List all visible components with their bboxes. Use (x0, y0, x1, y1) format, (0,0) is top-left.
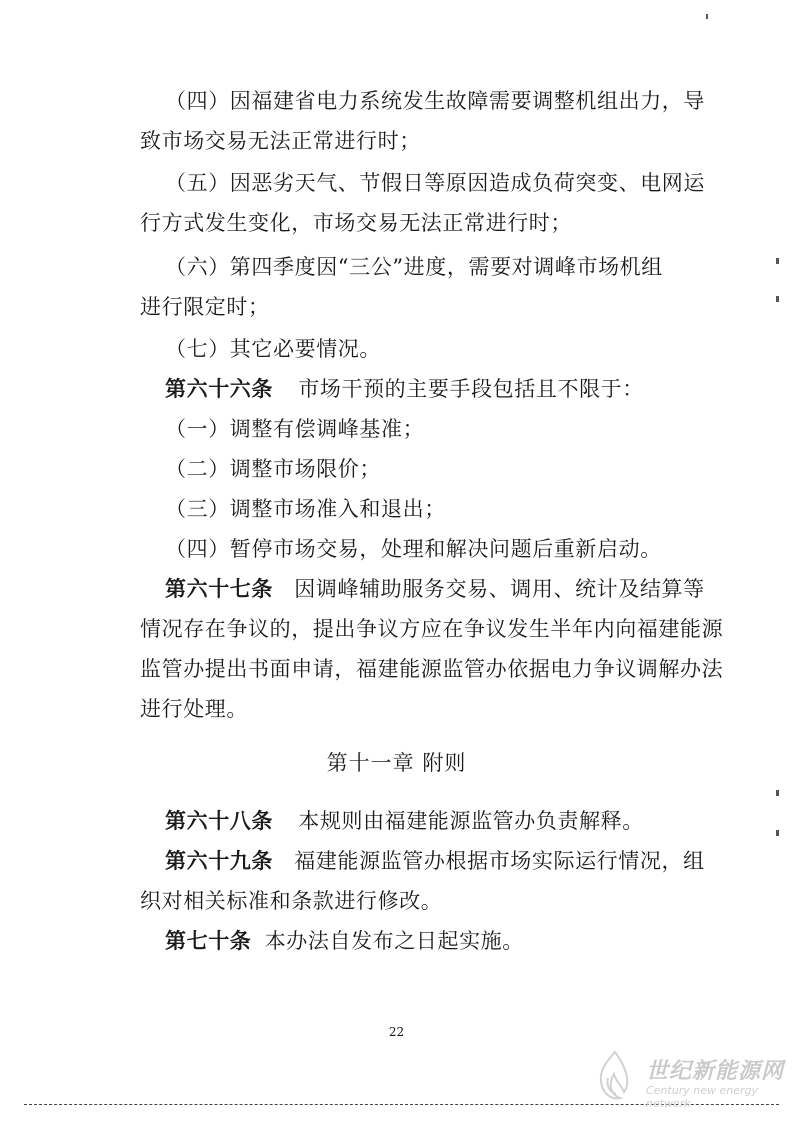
watermark-subtitle: Century new energy network (646, 1084, 758, 1110)
text-line: 进行限定时； (140, 295, 270, 319)
article-68 (165, 806, 644, 836)
text-line: 进行处理。 (140, 697, 248, 721)
text-line: 行方式发生变化，市场交易无法正常进行时； (140, 211, 572, 235)
list-item: （二）调整市场限价； (165, 457, 381, 481)
page-number: 22 (388, 1025, 405, 1039)
article-label: 第七十条 (165, 929, 252, 953)
article-label: 第六十九条 (165, 849, 273, 873)
article-text: 本办法自发布之日起实施。 (264, 929, 524, 953)
scan-mark (706, 14, 708, 19)
text-line: （六）第四季度因“三公”进度，需要对调峰市场机组 (165, 255, 663, 279)
article-label: 第六十八条 (165, 809, 273, 833)
article-label: 第六十七条 (165, 577, 273, 601)
article-67 (165, 574, 705, 604)
text-line: 监管办提出书面申请，福建能源监管办依据电力争议调解办法 (140, 657, 724, 681)
text-line: （四）因福建省电力系统发生故障需要调整机组出力，导 (165, 89, 705, 113)
text-line: 织对相关标准和条款进行修改。 (140, 889, 443, 913)
text-line: （七）其它必要情况。 (165, 337, 381, 361)
scan-mark (776, 790, 779, 796)
article-label: 第六十六条 (165, 377, 273, 401)
watermark-title: 世纪新能源网 (646, 1059, 785, 1084)
article-text: 本规则由福建能源监管办负责解释。 (298, 809, 644, 833)
text-line: 致市场交易无法正常进行时； (140, 129, 421, 153)
article-text: 福建能源监管办根据市场实际运行情况，组 (294, 849, 705, 873)
text-line: 情况存在争议的，提出争议方应在争议发生半年内向福建能源 (140, 617, 724, 641)
article-66 (165, 374, 644, 404)
list-item: （四）暂停市场交易，处理和解决问题后重新启动。 (165, 537, 662, 561)
scan-mark (776, 830, 779, 836)
list-item: （三）调整市场准入和退出； (165, 497, 446, 521)
scan-mark (776, 258, 779, 264)
list-item: （一）调整有偿调峰基准； (165, 417, 425, 441)
scan-mark (776, 296, 779, 302)
article-text: 市场干预的主要手段包括且不限于： (298, 377, 644, 401)
chapter-heading: 第十一章 附则 (326, 751, 467, 775)
article-70 (165, 926, 524, 956)
watermark (590, 1048, 790, 1108)
article-text: 因调峰辅助服务交易、调用、统计及结算等 (294, 577, 705, 601)
article-69 (165, 846, 705, 876)
flame-logo-icon (590, 1048, 640, 1104)
text-line: （五）因恶劣天气、节假日等原因造成负荷突变、电网运 (165, 171, 705, 195)
